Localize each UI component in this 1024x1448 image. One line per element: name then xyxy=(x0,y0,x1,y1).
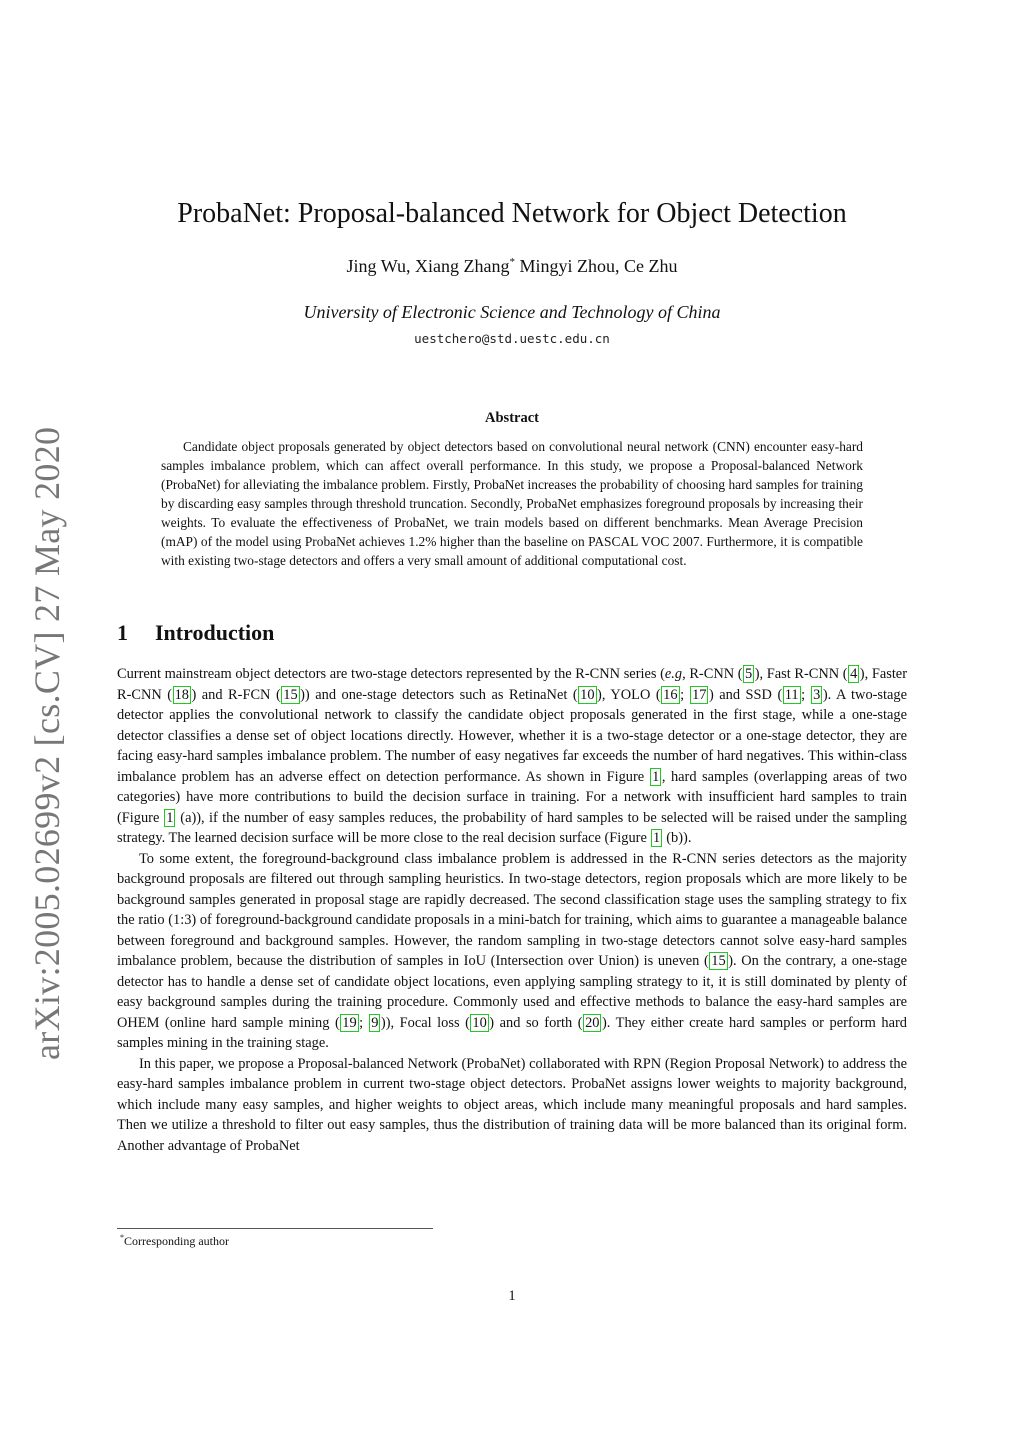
text-run: To some extent, the foreground-background class imbalance problem is addressed in the R-CNN series detectors as the majority background proposals are filtered out through sampling heuristics. In two-stage detectors, region proposals which are more likely to be background samples generated in proposal stage are rapidly decreased. The second classification stage uses the sampling strategy to fix the ratio (1:3) of foreground-background candidate proposals in a mini-batch for training, which aims to guarantee a manageable balance between foreground and background samples. However, the random sampling in two-stage detectors cannot solve easy-hard samples imbalance problem, because the distribution of samples in IoU (Intersection over Union) is uneven ( xyxy=(117,850,907,969)
citation-link[interactable]: 5 xyxy=(745,666,753,682)
citation-link[interactable]: 10 xyxy=(472,1014,487,1031)
figure-reference-link[interactable]: 1 xyxy=(652,830,661,846)
citation-link[interactable]: 15 xyxy=(711,953,726,969)
text-run: ) and R-FCN ( xyxy=(191,686,281,703)
page-number: 1 xyxy=(508,1288,516,1304)
section-number: 1 xyxy=(117,620,128,645)
text-run: )), Focal loss ( xyxy=(380,1014,470,1031)
authors-part1: Jing Wu, Xiang Zhang xyxy=(346,256,510,276)
citation-link[interactable]: 15 xyxy=(283,686,298,703)
citation-link[interactable]: 9 xyxy=(371,1014,379,1031)
text-run: ) and so forth ( xyxy=(489,1014,583,1031)
abstract-heading: Abstract xyxy=(485,410,539,426)
citation-link[interactable]: 3 xyxy=(813,686,821,703)
figure-reference-link[interactable]: 1 xyxy=(652,768,660,785)
intro-paragraph-2 xyxy=(117,849,907,1054)
citation-link[interactable]: 10 xyxy=(580,686,595,703)
text-run: (a)), if the number of easy samples reduces, the probability of hard samples to be selected will be raised under the sampling strategy. The learned decision surface will be more close to the real decision surface (Figure xyxy=(117,809,907,846)
text-run: Current mainstream object detectors are two-stage detectors represented by the R-CNN series ( xyxy=(117,666,665,682)
text-run: ). They either create hard samples or perform hard samples mining in the training stage. xyxy=(117,1014,907,1051)
text-run: , R-CNN ( xyxy=(682,666,743,682)
section-heading-introduction xyxy=(117,619,907,647)
text-run: ) and SSD ( xyxy=(708,686,783,703)
citation-link[interactable]: 16 xyxy=(663,686,678,703)
arxiv-identifier: arXiv:2005.02699v2 [cs.CV] 27 May 2020 xyxy=(27,426,67,1060)
footnote xyxy=(120,1233,620,1249)
footnote-divider xyxy=(117,1228,433,1229)
authors-part2: Mingyi Zhou, Ce Zhu xyxy=(514,256,678,276)
text-run: ). A two-stage detector applies the convolutional network to classify the candidate object proposals generated in the first stage, while a one-stage detector classifies a dense set of object locations directly. However, whether it is a two-stage detector or a one-stage detector, they are facing easy-hard samples imbalance problem. The number of easy negatives far exceeds the number of hard negatives. This within-class imbalance problem has an adverse effect on detection performance. As shown in Figure xyxy=(117,686,907,785)
citation-link[interactable]: 11 xyxy=(784,686,799,703)
citation-link[interactable]: 4 xyxy=(850,666,858,682)
intro-paragraph-1 xyxy=(117,664,907,849)
text-run: ; xyxy=(359,1014,369,1031)
citation-link[interactable]: 17 xyxy=(692,686,707,703)
text-run: ; xyxy=(801,686,811,703)
citation-link[interactable]: 18 xyxy=(174,686,189,703)
paper-title: ProbaNet: Proposal-balanced Network for Object Detection xyxy=(177,198,847,229)
corresponding-author-mark: * xyxy=(509,256,515,268)
text-run: (b)). xyxy=(662,830,692,846)
footnote-text: Corresponding author xyxy=(124,1234,229,1248)
footnote-mark: * xyxy=(120,1233,124,1242)
citation-link[interactable]: 19 xyxy=(342,1014,357,1031)
author-email: uestchero@std.uestc.edu.cn xyxy=(414,331,610,346)
section-title: Introduction xyxy=(155,620,275,645)
text-run: , hard samples (overlapping areas of two categories) have more contributions to build the decision surface in training. For a network with insufficient hard samples to train (Figure xyxy=(117,768,907,826)
figure-reference-link[interactable]: 1 xyxy=(166,809,174,826)
text-run: ; xyxy=(680,686,690,703)
text-run: ), YOLO ( xyxy=(597,686,661,703)
introduction-body xyxy=(117,664,907,1156)
text-run: )) and one-stage detectors such as RetinaNet ( xyxy=(300,686,578,703)
author-list xyxy=(117,254,907,278)
abstract-text: Candidate object proposals generated by object detectors based on convolutional neural network (CNN) encounter easy-hard samples imbalance problem, which can affect overall performance. In this study, we propose a Proposal-balanced Network (ProbaNet) for alleviating the imbalance problem. Firstly, ProbaNet increases the probability of choosing hard samples for training by discarding easy samples through threshold truncation. Secondly, ProbaNet emphasizes foreground proposals by increasing their weights. To evaluate the effectiveness of ProbaNet, we train models based on different benchmarks. Mean Average Precision (mAP) of the model using ProbaNet achieves 1.2% higher than the baseline on PASCAL VOC 2007. Furthermore, it is compatible with existing two-stage detectors and offers a very small amount of additional computational cost. xyxy=(161,439,863,568)
author-affiliation: University of Electronic Science and Technology of China xyxy=(303,302,721,322)
intro-paragraph-3: In this paper, we propose a Proposal-balanced Network (ProbaNet) collaborated with RPN (Region Proposal Network) to address the easy-hard samples imbalance problem in current two-stage object detectors. ProbaNet assigns lower weights to majority background, which include many easy samples, and higher weights to object areas, which include many meaningful proposals and hard samples. Then we utilize a threshold to filter out easy samples, thus the distribution of training data will be more balanced than its original form. Another advantage of ProbaNet xyxy=(117,1055,907,1154)
text-run: ). On the contrary, a one-stage detector has to handle a dense set of candidate object locations, even applying sampling strategy to it, it is still dominated by plenty of easy background samples during the training procedure. Commonly used and effective methods to balance the easy-hard samples are OHEM (online hard sample mining ( xyxy=(117,953,907,1031)
text-run-italic: e.g xyxy=(664,666,683,682)
text-run: ), Faster R-CNN ( xyxy=(117,666,907,703)
citation-link[interactable]: 20 xyxy=(585,1014,600,1031)
text-run: ), Fast R-CNN ( xyxy=(754,666,848,682)
